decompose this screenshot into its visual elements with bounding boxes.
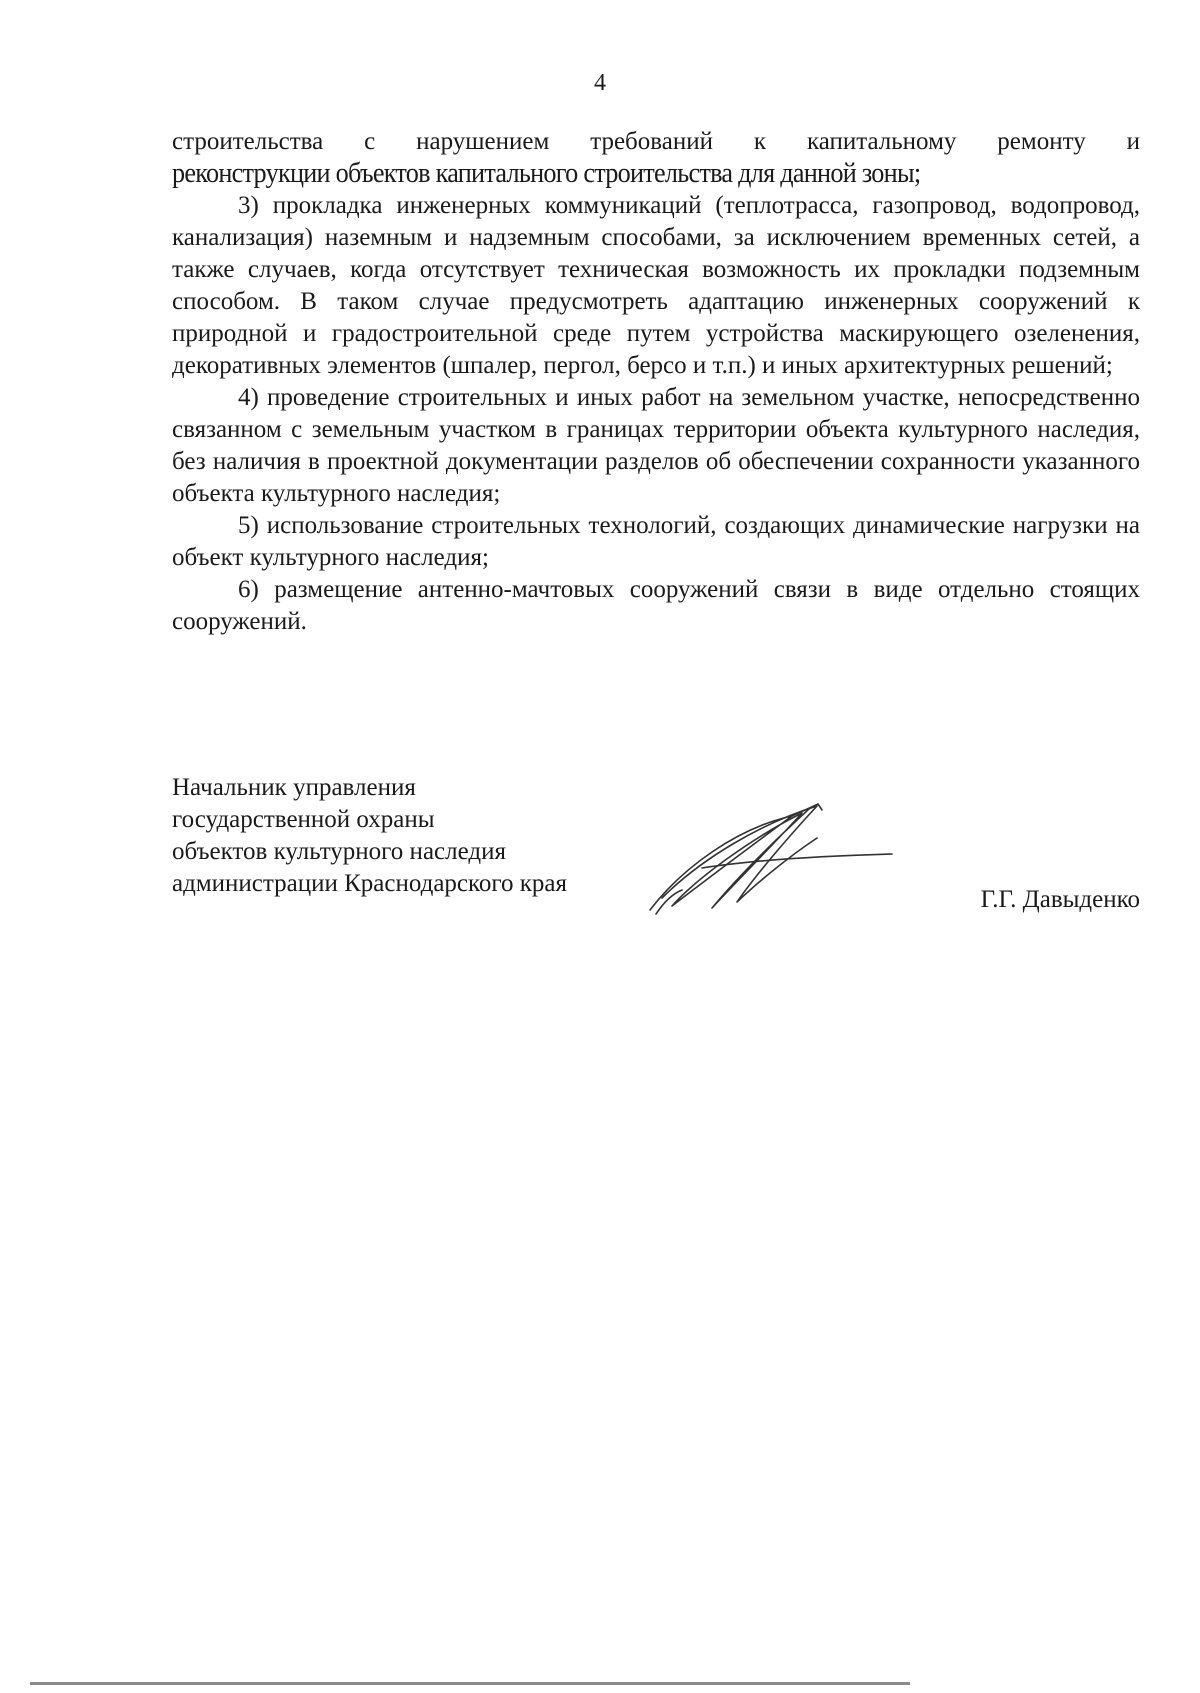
paragraph-continuation-line-1: строительства с нарушением требований к капитальному ремонту и	[172, 128, 1140, 155]
paragraph-item-3: 3) прокладка инженерных коммуникаций (теплотрасса, газопровод, водопровод, канализация) наземным и надземным способами, за исключением временных сетей, а также случаев, когда отсутствует техническая возможность их прокладки подземным способом. В таком случае предусмотреть адаптацию инженерных сооружений к природной и градостроительной среде путем устройства маскирующего озеленения, декоративных элементов (шпалер, пергол, берсо и т.п.) и иных архитектурных решений;	[172, 192, 1140, 379]
page-number: 4	[594, 70, 606, 96]
signatory-title-line: Начальник управления	[172, 774, 416, 801]
bottom-edge-line	[30, 1682, 910, 1685]
signatory-title-line: объектов культурного наследия	[172, 838, 506, 865]
document-body	[172, 126, 1140, 638]
paragraph-item-5: 5) использование строительных технологий, создающих динамические нагрузки на объект культурного наследия;	[172, 512, 1140, 571]
signatory-title	[172, 772, 567, 900]
paragraph-continuation-line-2: реконструкции объектов капитального строительства для данной зоны;	[172, 158, 921, 189]
signature-block	[172, 772, 1140, 942]
signatory-title-line: администрации Краснодарского края	[172, 870, 568, 897]
signatory-title-line: государственной охраны	[172, 806, 435, 833]
signatory-name: Г.Г. Давыденко	[980, 886, 1140, 913]
handwritten-signature	[642, 798, 902, 922]
paragraph-item-6: 6) размещение антенно-мачтовых сооружений связи в виде отдельно стоящих сооружений.	[172, 576, 1140, 635]
paragraph-item-4: 4) проведение строительных и иных работ на земельном участке, непосредственно связанном с земельным участком в границах территории объекта культурного наследия, без наличия в проектной документации разделов об обеспечении сохранности указанного объекта культурного наследия;	[172, 384, 1140, 507]
